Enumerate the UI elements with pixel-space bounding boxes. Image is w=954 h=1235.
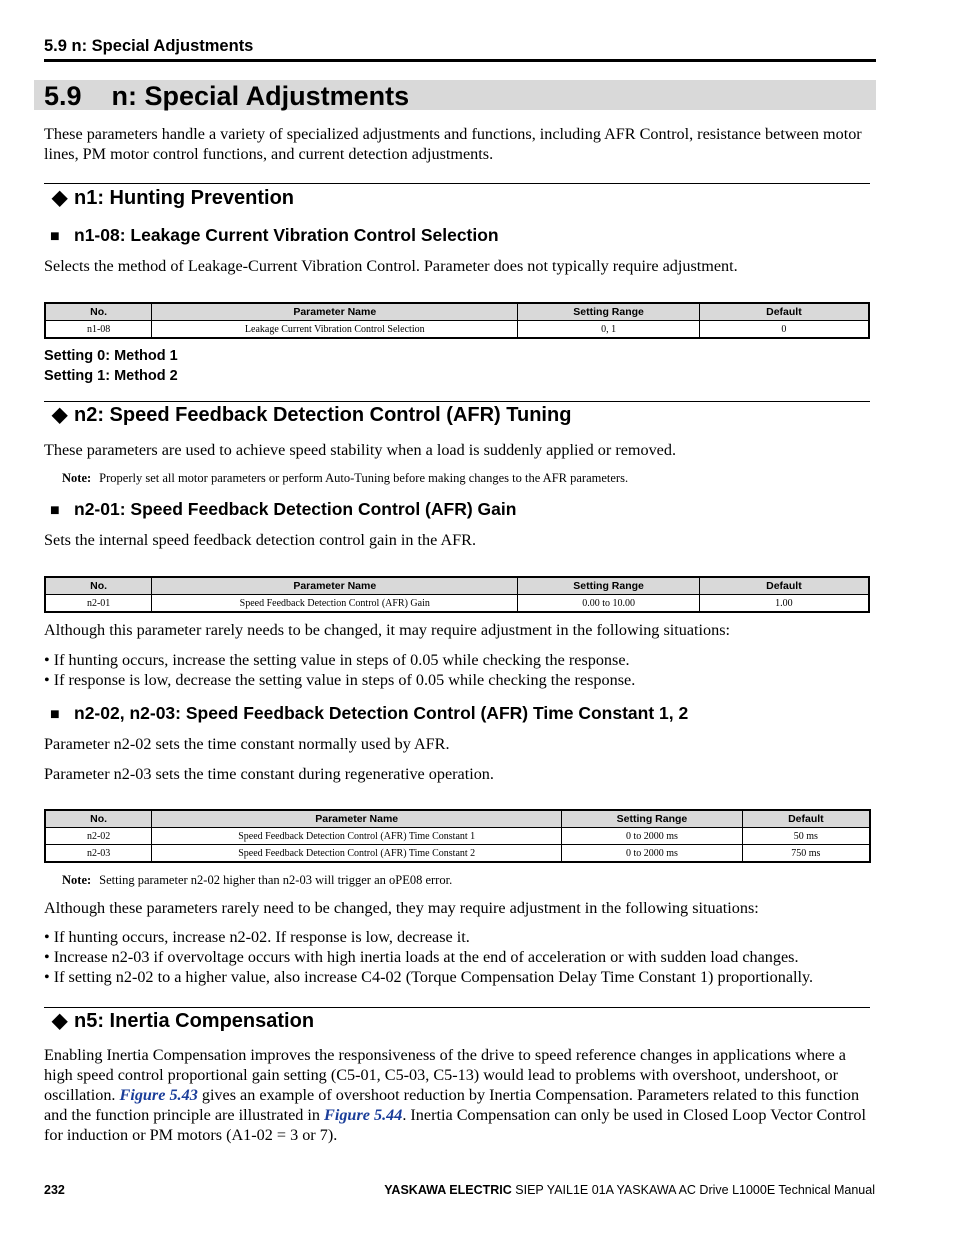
table-header-row: [45, 303, 869, 321]
note-label: Note:: [62, 873, 92, 887]
heading-n2-02-03-text: n2-02, n2-03: Speed Feedback Detection Control (AFR) Time Constant 1, 2: [74, 703, 689, 723]
note-label: Note:: [62, 471, 92, 485]
diamond-icon: ◆: [52, 404, 68, 426]
cell-range: 0.00 to 10.00: [518, 595, 700, 613]
list-item: • If response is low, decrease the setting value in steps of 0.05 while checking the response.: [44, 671, 636, 689]
table-row: [45, 828, 870, 845]
n2-description: These parameters are used to achieve speed stability when a load is suddenly applied or removed.: [44, 441, 676, 459]
section-rule-n5: [44, 1007, 870, 1008]
table-row: [45, 595, 869, 613]
parameter-table-n2-01: [44, 576, 870, 613]
setting-0: Setting 0: Method 1: [44, 348, 178, 364]
heading-n1-08-text: n1-08: Leakage Current Vibration Control Selection: [74, 225, 499, 245]
table-row: [45, 321, 869, 339]
col-header-range: Setting Range: [562, 810, 743, 828]
heading-n1: [52, 186, 294, 210]
heading-n1-08: [50, 224, 499, 248]
cell-range: 0, 1: [518, 321, 700, 339]
n2-02-note: [62, 872, 452, 888]
col-header-default: Default: [699, 303, 869, 321]
cell-default: 50 ms: [742, 828, 870, 845]
col-header-name: Parameter Name: [152, 303, 518, 321]
square-bullet-icon: ■: [50, 228, 60, 245]
footer-manual-info: [384, 1183, 875, 1197]
table-row: [45, 845, 870, 863]
footer-brand: YASKAWA ELECTRIC: [384, 1183, 512, 1197]
cell-name: Leakage Current Vibration Control Selection: [152, 321, 518, 339]
col-header-name: Parameter Name: [152, 577, 518, 595]
cell-name: Speed Feedback Detection Control (AFR) Time Constant 2: [152, 845, 562, 863]
col-header-default: Default: [699, 577, 869, 595]
n2-02-description: Parameter n2-02 sets the time constant normally used by AFR.: [44, 735, 450, 753]
cell-name: Speed Feedback Detection Control (AFR) Time Constant 1: [152, 828, 562, 845]
n5-text-a: Enabling Inertia Compensation improves the responsiveness of the drive to speed reference changes in applications where a high speed control proportional gain setting (C5-01, C5-03, C5-13) would lead to problems with overshoot, undershoot, or oscillation.: [44, 1046, 846, 1104]
footer-manual: SIEP YAIL1E 01A YASKAWA AC Drive L1000E Technical Manual: [511, 1183, 875, 1197]
col-header-no: No.: [45, 577, 152, 595]
cell-no: n2-03: [45, 845, 152, 863]
square-bullet-icon: ■: [50, 502, 60, 519]
cell-default: 750 ms: [742, 845, 870, 863]
n5-text-c: . Inertia Compensation can only be used in Closed Loop Vector Control for induction or PM motors (A1-02 = 3 or 7).: [44, 1106, 866, 1144]
heading-n2: [52, 403, 571, 427]
col-header-default: Default: [742, 810, 870, 828]
table-header-row: [45, 577, 869, 595]
n2-02-03-bullet-list: [44, 927, 884, 987]
list-item: • If setting n2-02 to a higher value, also increase C4-02 (Torque Compensation Delay Time Constant 1) proportionally.: [44, 968, 814, 986]
n2-03-description: Parameter n2-03 sets the time constant during regenerative operation.: [44, 765, 494, 783]
diamond-icon: ◆: [52, 187, 68, 209]
cell-no: n2-02: [45, 828, 152, 845]
parameter-table-n1-08: [44, 302, 870, 339]
heading-n2-02-03: [50, 702, 688, 726]
page-number: 232: [44, 1183, 65, 1197]
col-header-range: Setting Range: [518, 303, 700, 321]
intro-paragraph: These parameters handle a variety of specialized adjustments and functions, including AFR Control, resistance between motor lines, PM motor control functions, and current detection adjustments.: [44, 125, 862, 163]
header-rule: [44, 59, 876, 62]
col-header-no: No.: [45, 303, 152, 321]
list-item: • Increase n2-03 if overvoltage occurs with high inertia loads at the end of acceleration or with sudden load changes.: [44, 948, 799, 966]
table-header-row: [45, 810, 870, 828]
section-rule-n1: [44, 183, 870, 184]
heading-n5: [52, 1009, 314, 1033]
n2-01-situations: Although this parameter rarely needs to be changed, it may require adjustment in the following situations:: [44, 621, 730, 639]
list-item: • If hunting occurs, increase n2-02. If response is low, decrease it.: [44, 928, 470, 946]
setting-1: Setting 1: Method 2: [44, 368, 178, 384]
n5-description: [44, 1045, 876, 1145]
figure-5-43-link[interactable]: Figure 5.43: [119, 1086, 198, 1104]
note-text: Setting parameter n2-02 higher than n2-03 will trigger an oPE08 error.: [99, 873, 453, 887]
n1-08-description: Selects the method of Leakage-Current Vibration Control. Parameter does not typically require adjustment.: [44, 257, 738, 275]
square-bullet-icon: ■: [50, 706, 60, 723]
n2-01-bullet-list: [44, 650, 884, 690]
diamond-icon: ◆: [52, 1010, 68, 1032]
cell-default: 1.00: [699, 595, 869, 613]
heading-n1-text: n1: Hunting Prevention: [74, 187, 294, 209]
parameter-table-n2-02-03: [44, 809, 871, 863]
cell-name: Speed Feedback Detection Control (AFR) Gain: [152, 595, 518, 613]
heading-n2-01-text: n2-01: Speed Feedback Detection Control (AFR) Gain: [74, 499, 517, 519]
cell-no: n1-08: [45, 321, 152, 339]
list-item: • If hunting occurs, increase the setting value in steps of 0.05 while checking the response.: [44, 651, 630, 669]
cell-default: 0: [699, 321, 869, 339]
note-text: Properly set all motor parameters or perform Auto-Tuning before making changes to the AFR parameters.: [99, 471, 629, 485]
col-header-name: Parameter Name: [152, 810, 562, 828]
heading-n2-01: [50, 498, 516, 522]
n2-02-03-situations: Although these parameters rarely need to be changed, they may require adjustment in the following situations:: [44, 899, 759, 917]
n5-text-b: gives an example of overshoot reduction by Inertia Compensation. Parameters related to this function and the function principle are illustrated in: [44, 1086, 860, 1124]
cell-range: 0 to 2000 ms: [562, 828, 743, 845]
heading-n2-text: n2: Speed Feedback Detection Control (AFR) Tuning: [74, 404, 572, 426]
col-header-range: Setting Range: [518, 577, 700, 595]
heading-n5-text: n5: Inertia Compensation: [74, 1010, 315, 1032]
col-header-no: No.: [45, 810, 152, 828]
cell-range: 0 to 2000 ms: [562, 845, 743, 863]
section-rule-n2: [44, 401, 870, 402]
running-head: 5.9 n: Special Adjustments: [44, 37, 254, 55]
n2-01-description: Sets the internal speed feedback detection control gain in the AFR.: [44, 531, 476, 549]
n2-note: [62, 470, 628, 486]
page-title: 5.9 n: Special Adjustments: [44, 81, 410, 111]
figure-5-44-link[interactable]: Figure 5.44: [324, 1106, 403, 1124]
cell-no: n2-01: [45, 595, 152, 613]
